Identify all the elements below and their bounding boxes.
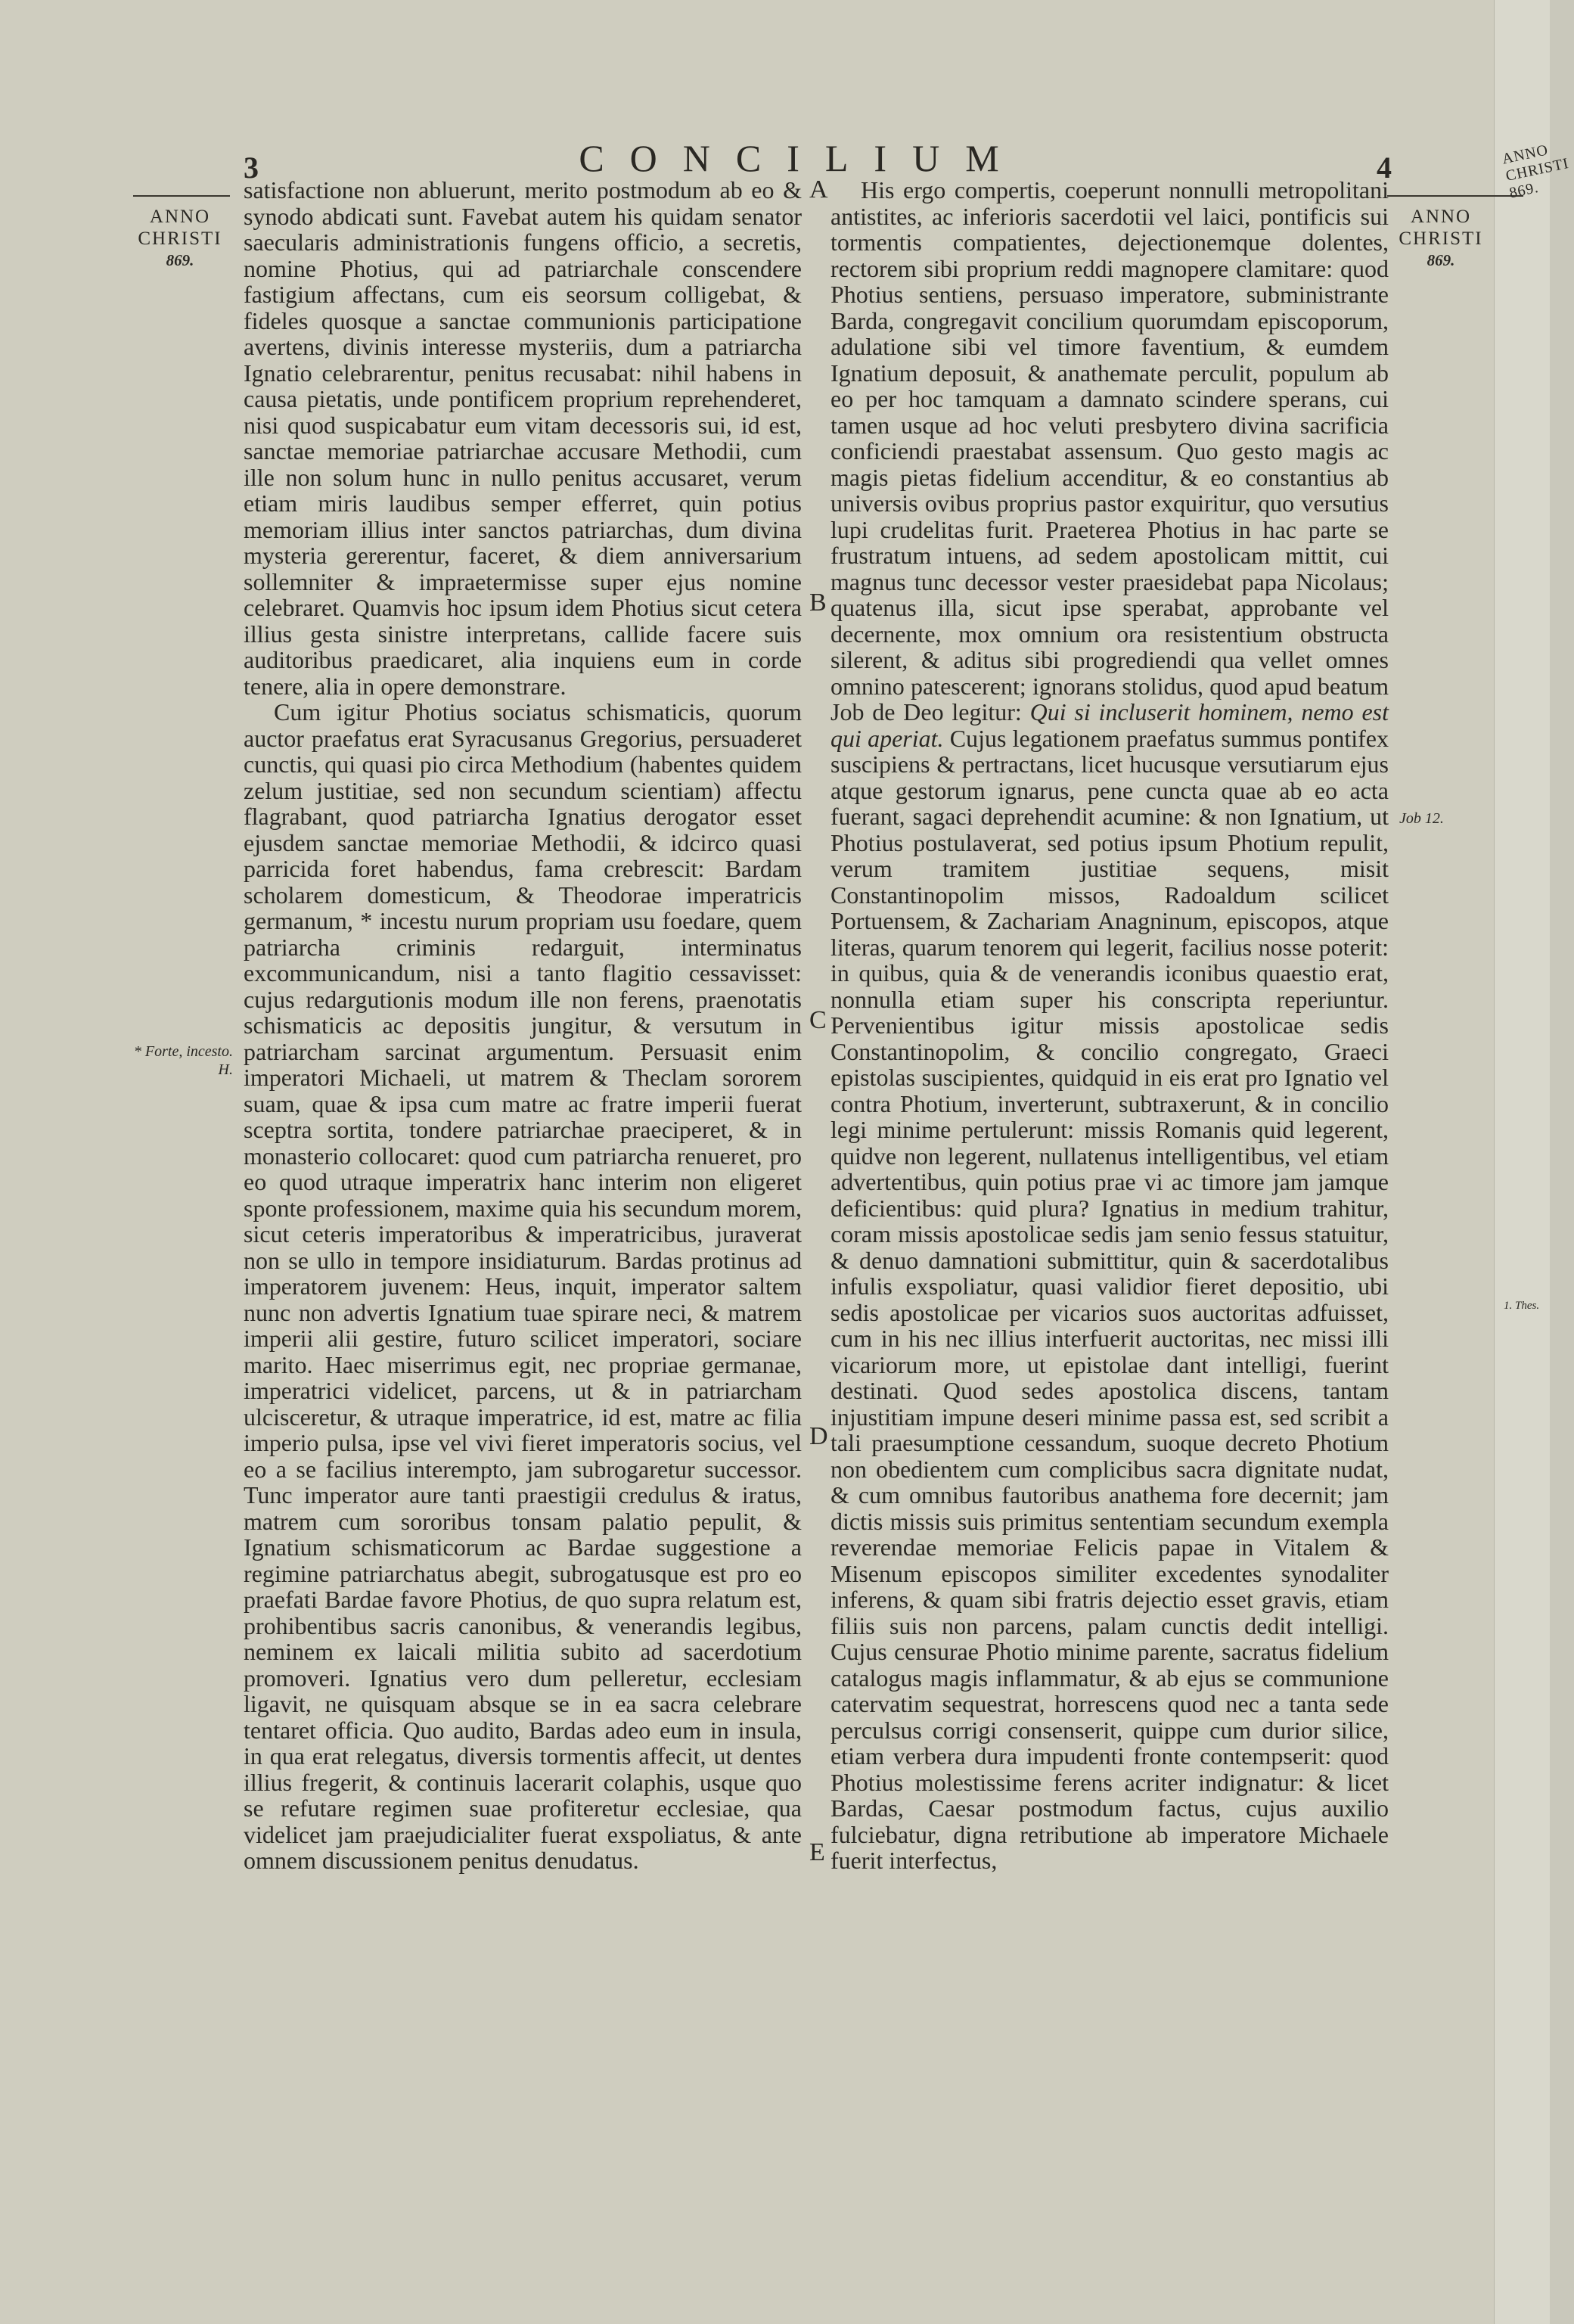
section-letter-c: C [809, 1006, 827, 1034]
paragraph-text: His ergo compertis, coeperunt nonnulli metropolitani antistites, ac inferioris sacerdotii vel laici, pontificis sui tormentis compatientes, dejectionemque dolentes, rectorem sibi proprium reddi magnopere clamitare: quod Photius sentiens, persuaso imperatore, subministrante Barda, congregavit concilium quorumdam episcoporum, adulatione sibi vel timore faventium, & eumdem Ignatium deposuit, & anathemate perculit, populum ab eo per hoc tamquam a damnato scindere sperans, cui tamen usque ad hoc veluti presbytero divina sacrificia conficiendi praestabat assensum. Quo gesto magis ac magis pietas fidelium accenditur, & eo constantius ab universis ovibus proprius pastor exquiritur, quo versutius lupi crudelitas furit. Praeterea Photius in hac parte se frustratum intuens, ad sedem apostolicam mittit, cui magnus tunc decessor vester praesidebat papa Nicolaus; quatenus illa, sicut ipse sperabat, approbante vel decernente, mox omnium ora resistentium obstructa silerent, & aditus sibi progrediendi qua vellet omnes omnino patescerent; ignorans stolidus, quod apud beatum Job de Deo legitur: [830, 176, 1389, 725]
right-margin-date [1392, 206, 1490, 272]
next-page-edge [1494, 0, 1571, 2324]
side-note-forte: * Forte, incesto. H. [133, 1043, 233, 1078]
paragraph: satisfactione non abluerunt, merito postmodum ab eo & synodo abdicati sunt. Favebat autem his quidam senator saecularis administrationis fungens officio, a secretis, nomine Photius, qui ad patriarchale conscendere fastigium affectans, cum eis seorsum colligebat, & fideles quosque a sanctae communionis participatione avertens, divinis interesse mysteriis, dum a patriarcha Ignatio celebrarentur, penitus recusabat: nihil habens in causa pietatis, unde pontificem proprium reprehenderet, nisi quod suspicabatur eum vitam decessoris sui, id est, sanctae memoriae patriarchae accusare Methodii, cum ille non solum hunc in nullo penitus accusaret, verum etiam miris laudibus semper efferret, quin potius memoriam illius inter sanctos patriarchas, dum divina mysteria gererentur, faceret, & diem anniversarium sollemniter & impraetermisse super ejus nomine celebraret. Quamvis hoc ipsum idem Photius sicut cetera illius gesta sinistre interpretans, callide facere suis auditoribus praedicaret, alia inquiens eum in corde tenere, alia in opere demonstrare. [244, 176, 802, 700]
paragraph-text: Cujus legationem praefatus summus pontifex suscipiens & pertractans, licet hucusque versutiarum ejus atque gestorum ignarus, pene cuncta quae ab eo acta fuerant, sagaci deprehendit acumine: & non Ignatium, ut Photius postulaverat, sed potius ipsum Photium repulit, verum tramitem justitiae sequens, misit Constantinopolim missos, Radoaldum scilicet Portuensem, & Zachariam Anagninum, episcopos, atque literas, quarum tenorem qui legerit, facilius nosse poterit: in quibus, quia & de venerandis iconibus quaestio erat, nonnulla etiam super his conscripta reperiuntur. Pervenientibus igitur missis apostolicae sedis Constantinopolim, & concilio congregato, Graeci epistolas suscipientes, quidquid in eis erat pro Ignatio vel contra Photium, inverterunt, subtraxerunt, & in concilio legi minime pertulerunt: missis Romanis quid legerent, quidve non legerent, nullatenus intelligentibus, vel etiam advertentibus, quin potius prae vi ac timore jam jamque deficientibus: quid plura? Ignatius in medium trahitur, coram missis apostolicae sedis jam senio fessus statuitur, & denuo damnationi submittitur, quin & sacerdotalibus infulis exspoliatur, quasi validior fieret depositio, ubi sedis apostolicae per vicarios suos auctoritas adfuisset, cum in his nec illius interfuerit auctoritas, nec missi illi vicariorum more, ut epistolae dant intelligi, fuerint destinati. Quod sedes apostolica discens, tantam injustitiam impune deseri minime passa est, sed scribit a tali praesumptione cessandum, suoque decreto Photium non obedientem cum complicibus sacra dignitate nudat, & cum omnibus fautoribus anathema fore decernit; jam dictis missis suis primitus sententiam secundum exempla reverendae memoriae Felicis papae in Vitalem & Misenum episcopos similiter excedentes synodaliter inferens, & quam sibi fratris dejectio esset gravis, etiam filiis suis non parcens, palam cunctis dedit intelligi. Cujus censurae Photio minime parente, sacratus fidelium catalogus magis inflammatur, & ab ejus se communione catervatim sequestrat, horrescens quod nec a tanta sede perculsus corrigi consenserit, quippe cum durior silice, etiam verbera dura impudenti fronte contempserit: quod Photius molestissime ferens acriter indignatur: & licet Bardas, Caesar postmodum factus, cujus auxilio fulciebatur, digna retributione ab imperatore Michaele fuerit interfectus, [830, 724, 1389, 1874]
running-title: CONCILIUM [579, 137, 1025, 179]
section-letter-b: B [809, 589, 827, 617]
next-page-side-note: 1. Thes. [1504, 1300, 1540, 1312]
year-label: 869. [166, 251, 194, 269]
christi-label: CHRISTI [138, 228, 222, 249]
right-text-column [830, 177, 1389, 1874]
anno-label: ANNO [149, 207, 211, 227]
section-letter-d: D [809, 1422, 828, 1450]
job-quotation: Qui si incluserit hominem, nemo est qui aperiat. [830, 698, 1389, 752]
side-note-job: Job 12. [1399, 810, 1444, 827]
left-text-column [244, 177, 802, 1874]
section-letter-a: A [809, 176, 828, 204]
left-margin-rule [133, 195, 230, 197]
anno-label: ANNO [1410, 207, 1472, 227]
next-page-margin-date: ANNO CHRISTI 869. [1501, 141, 1571, 202]
left-margin-date [127, 206, 233, 272]
section-letter-e: E [809, 1838, 825, 1866]
christi-label: CHRISTI [1399, 228, 1483, 249]
right-page-number: 4 [1377, 151, 1392, 185]
paragraph: Cum igitur Photius sociatus schismaticis, quorum auctor praefatus erat Syracusanus Gregorius, persuaderet cunctis, qui quasi pio circa Methodium (habentes quidem zelum justitiae, sed non secundum scientiam) affectu flagrabant, quod patriarcha Ignatius derogator esset ejusdem sanctae memoriae Methodii, & idcirco quasi parricida foret habendus, fama crebrescit: Bardam scholarem domesticum, & Theodorae imperatricis germanum, * incestu nurum propriam usu foedare, quem patriarcha criminis redarguit, interminatus excommunicandum, nisi a tanto flagitio cessavisset: cujus redargutionis modum ille non ferens, praenotatis schismaticis ac depositis jungitur, & versutum in patriarcham sarcinat argumentum. Persuasit enim imperatori Michaeli, ut matrem & Theclam sororem suam, quae & ipsa cum matre ac fratre imperii fuerat sceptra sortita, tondere patriarchae praeciperet, & in monasterio collocaret: quod cum patriarcha renueret, pro eo quod utraque imperatrix hanc interim non eligeret sponte professionem, maxime quia his secundum morem, sicut ceteris imperatoribus & imperatricibus, juraverat non se ullo in tempore insidiaturum. Bardas protinus ad imperatorem juvenem: Heus, inquit, imperator saltem nunc non advertis Ignatium tuae spirare neci, & matrem imperii alii gestire, futuro scilicet imperatori, sociare marito. Haec miserrimus egit, nec propriae germanae, imperatrici videlicet, parcens, ut & in patriarcham ulcisceretur, & utraque imperatrice, id est, matre ac filia imperio pulsa, ipse vel vivi fieret imperatoris socius, vel eo a se facilius interempto, jam subrogaretur successor. Tunc imperator aure tanti praestigii credulus & iratus, matrem cum sororibus tonsam palatio pepulit, & Ignatium schismaticorum ac Bardae suggestione a regimine patriarchatus abegit, subrogatusque est pro eo praefati Bardae favore Photius, de quo supra relatum est, prohibentibus sacris canonibus, & venerandis legibus, neminem ex laicali militia subito ad sacerdotium promoveri. Ignatius vero dum pelleretur, ecclesiam ligavit, ne quisquam absque se in ea sacra celebrare tentaret officia. Quo audito, Bardas adeo eum in insula, in qua erat relegatus, diversis tormentis affecit, ut dentes illius fregerit, & continuis lacerarit colaphis, usque quo se refutare regimen suae profiteretur ecclesiae, qua videlicet jam praejudicialiter fuerat exspoliatus, & ante omnem discussionem penitus denudatus. [244, 698, 802, 1874]
paragraph [830, 177, 1389, 1874]
right-margin-rule [1387, 195, 1496, 197]
left-page-number: 3 [244, 151, 259, 185]
year-label: 869. [1427, 251, 1455, 269]
